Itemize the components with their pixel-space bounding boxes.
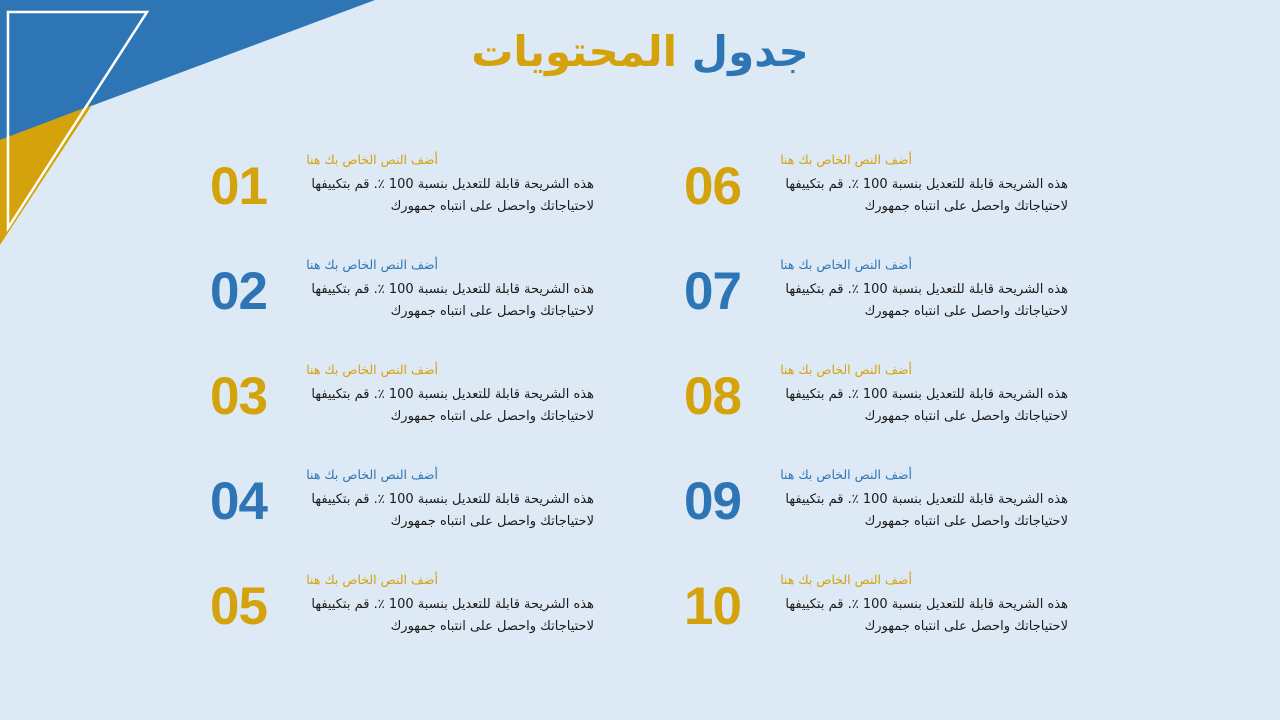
item-description-line: هذه الشريحة قابلة للتعديل بنسبة 100 ٪. قم بتكييفها <box>785 492 1068 507</box>
item-number: 10 <box>684 577 741 636</box>
list-item <box>684 571 1104 661</box>
list-item <box>210 256 630 346</box>
item-description-line: لاحتياجاتك واحصل على انتباه جمهورك <box>390 409 594 424</box>
item-number: 06 <box>684 157 741 216</box>
list-item <box>210 151 630 241</box>
item-description <box>288 279 594 323</box>
list-item <box>684 151 1104 241</box>
item-number: 03 <box>210 367 267 426</box>
title-word-1: جدول <box>691 27 809 76</box>
item-description-line: هذه الشريحة قابلة للتعديل بنسبة 100 ٪. قم بتكييفها <box>311 387 594 402</box>
item-description-line: هذه الشريحة قابلة للتعديل بنسبة 100 ٪. قم بتكييفها <box>311 177 594 192</box>
item-description-line: هذه الشريحة قابلة للتعديل بنسبة 100 ٪. قم بتكييفها <box>785 177 1068 192</box>
item-description-line: لاحتياجاتك واحصل على انتباه جمهورك <box>864 619 1068 634</box>
page-title <box>0 22 1280 82</box>
item-number: 07 <box>684 262 741 321</box>
item-description-line: لاحتياجاتك واحصل على انتباه جمهورك <box>390 514 594 529</box>
item-title: أضف النص الخاص بك هنا <box>780 362 912 377</box>
item-description-line: هذه الشريحة قابلة للتعديل بنسبة 100 ٪. قم بتكييفها <box>785 387 1068 402</box>
item-title: أضف النص الخاص بك هنا <box>306 572 438 587</box>
list-item <box>210 466 630 556</box>
item-description-line: هذه الشريحة قابلة للتعديل بنسبة 100 ٪. قم بتكييفها <box>785 282 1068 297</box>
item-number: 09 <box>684 472 741 531</box>
list-item <box>684 256 1104 346</box>
item-description <box>762 384 1068 428</box>
item-description <box>762 594 1068 638</box>
item-description <box>288 384 594 428</box>
item-number: 04 <box>210 472 267 531</box>
item-description <box>288 489 594 533</box>
item-title: أضف النص الخاص بك هنا <box>780 152 912 167</box>
item-description <box>288 174 594 218</box>
item-title: أضف النص الخاص بك هنا <box>780 257 912 272</box>
list-item <box>684 466 1104 556</box>
item-title: أضف النص الخاص بك هنا <box>780 572 912 587</box>
list-item <box>210 361 630 451</box>
item-description-line: لاحتياجاتك واحصل على انتباه جمهورك <box>864 199 1068 214</box>
item-description-line: هذه الشريحة قابلة للتعديل بنسبة 100 ٪. قم بتكييفها <box>785 597 1068 612</box>
list-item <box>210 571 630 661</box>
item-description-line: لاحتياجاتك واحصل على انتباه جمهورك <box>864 409 1068 424</box>
item-title: أضف النص الخاص بك هنا <box>780 467 912 482</box>
item-description <box>762 279 1068 323</box>
item-title: أضف النص الخاص بك هنا <box>306 257 438 272</box>
item-number: 02 <box>210 262 267 321</box>
item-description-line: لاحتياجاتك واحصل على انتباه جمهورك <box>390 619 594 634</box>
item-description-line: هذه الشريحة قابلة للتعديل بنسبة 100 ٪. قم بتكييفها <box>311 597 594 612</box>
item-description-line: هذه الشريحة قابلة للتعديل بنسبة 100 ٪. قم بتكييفها <box>311 492 594 507</box>
item-number: 01 <box>210 157 267 216</box>
item-number: 08 <box>684 367 741 426</box>
item-description-line: لاحتياجاتك واحصل على انتباه جمهورك <box>864 514 1068 529</box>
item-description-line: لاحتياجاتك واحصل على انتباه جمهورك <box>390 199 594 214</box>
item-description <box>762 174 1068 218</box>
item-number: 05 <box>210 577 267 636</box>
item-description-line: هذه الشريحة قابلة للتعديل بنسبة 100 ٪. قم بتكييفها <box>311 282 594 297</box>
item-description-line: لاحتياجاتك واحصل على انتباه جمهورك <box>864 304 1068 319</box>
item-description-line: لاحتياجاتك واحصل على انتباه جمهورك <box>390 304 594 319</box>
item-title: أضف النص الخاص بك هنا <box>306 467 438 482</box>
title-word-2: المحتويات <box>471 27 678 76</box>
item-description <box>762 489 1068 533</box>
item-title: أضف النص الخاص بك هنا <box>306 152 438 167</box>
item-description <box>288 594 594 638</box>
list-item <box>684 361 1104 451</box>
item-title: أضف النص الخاص بك هنا <box>306 362 438 377</box>
